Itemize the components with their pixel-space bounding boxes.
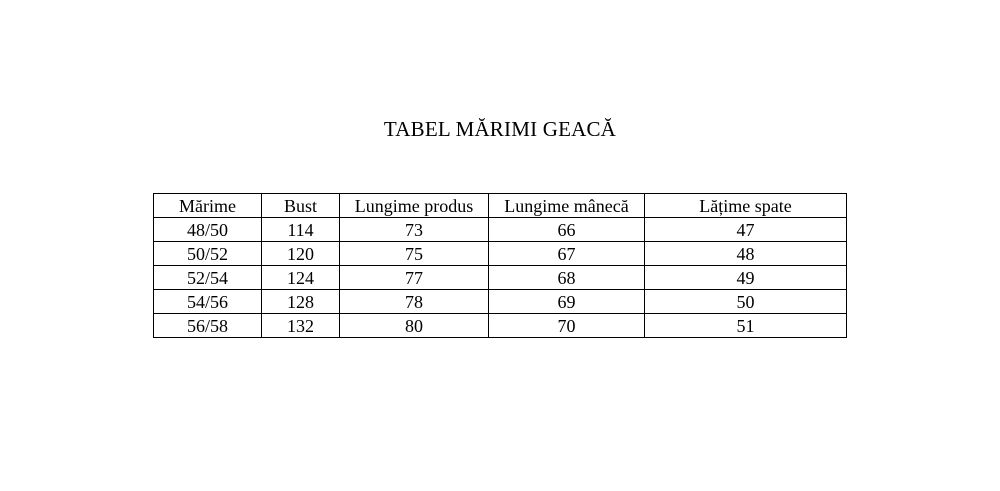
column-header-back-width: Lățime spate [645,194,847,218]
table-header-row [154,194,847,218]
cell-sleeve-length: 68 [489,266,645,290]
column-header-product-length: Lungime produs [340,194,489,218]
cell-back-width: 49 [645,266,847,290]
cell-size: 56/58 [154,314,262,338]
cell-bust: 124 [262,266,340,290]
cell-sleeve-length: 66 [489,218,645,242]
cell-size: 48/50 [154,218,262,242]
cell-bust: 128 [262,290,340,314]
cell-back-width: 48 [645,242,847,266]
column-header-size: Mărime [154,194,262,218]
page-title: TABEL MĂRIMI GEACĂ [383,117,617,141]
cell-back-width: 47 [645,218,847,242]
cell-back-width: 51 [645,314,847,338]
cell-product-length: 73 [340,218,489,242]
cell-size: 54/56 [154,290,262,314]
cell-bust: 114 [262,218,340,242]
cell-product-length: 78 [340,290,489,314]
table-row [154,314,847,338]
cell-back-width: 50 [645,290,847,314]
cell-sleeve-length: 67 [489,242,645,266]
table-row [154,242,847,266]
column-header-bust: Bust [262,194,340,218]
table-row [154,266,847,290]
cell-product-length: 77 [340,266,489,290]
column-header-sleeve-length: Lungime mânecă [489,194,645,218]
cell-bust: 120 [262,242,340,266]
cell-product-length: 80 [340,314,489,338]
cell-size: 50/52 [154,242,262,266]
table-row [154,218,847,242]
cell-product-length: 75 [340,242,489,266]
cell-size: 52/54 [154,266,262,290]
cell-bust: 132 [262,314,340,338]
cell-sleeve-length: 70 [489,314,645,338]
cell-sleeve-length: 69 [489,290,645,314]
size-chart-table [153,193,847,338]
table-row [154,290,847,314]
